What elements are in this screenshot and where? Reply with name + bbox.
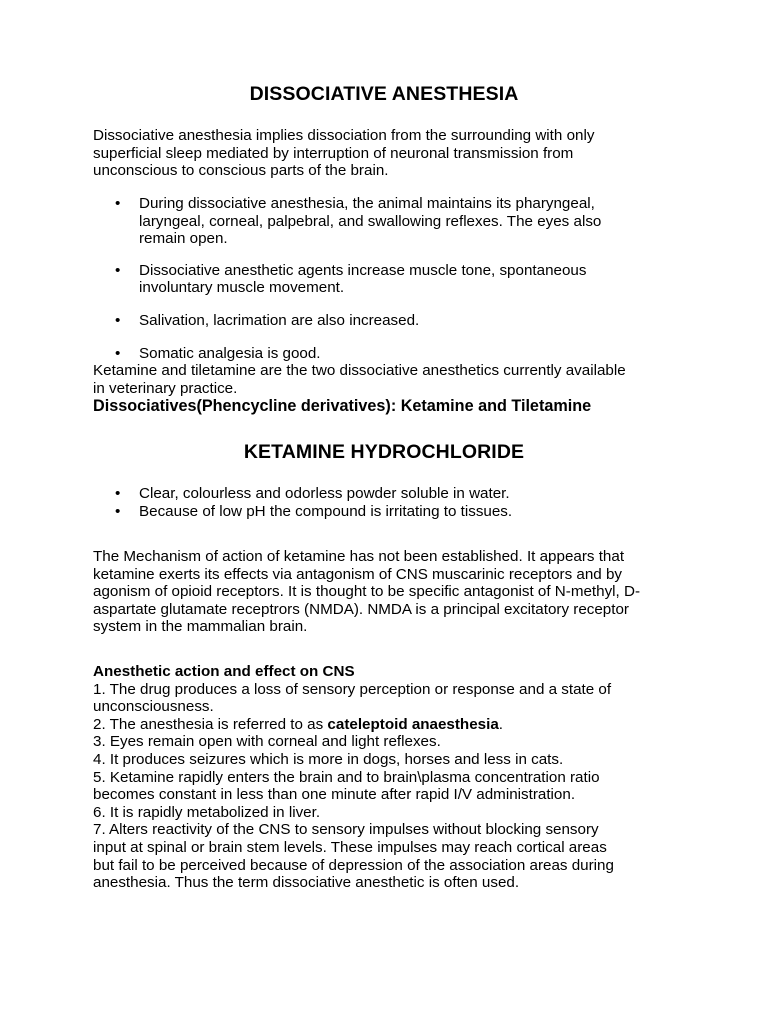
agents-paragraph: [93, 362, 693, 397]
cns-item-text: 2. The anesthesia is referred to as: [93, 715, 328, 733]
cns-item: but fail to be perceived because of depression of the association areas during: [93, 856, 614, 874]
paragraph-line: system in the mammalian brain.: [93, 618, 308, 636]
list-item: [93, 262, 693, 297]
cns-item: 1. The drug produces a loss of sensory perception or response and a state of: [93, 680, 612, 698]
intro-line: superficial sleep mediated by interruption of neuronal transmission from: [93, 144, 574, 162]
bullet-line: • Because of low pH the compound is irritating to tissues.: [139, 502, 513, 520]
list-item: [93, 485, 693, 503]
cns-item-text: .: [498, 715, 504, 733]
bullet-line: • Clear, colourless and odorless powder soluble in water.: [139, 485, 510, 502]
paragraph-line: Ketamine and tiletamine are the two dissociative anesthetics currently available: [93, 362, 626, 379]
intro-paragraph: [93, 127, 693, 180]
cns-item: anesthesia. Thus the term dissociative anesthetic is often used.: [93, 874, 520, 892]
cns-item: 5. Ketamine rapidly enters the brain and to brain\plasma concentration ratio: [93, 768, 600, 786]
paragraph-line: The Mechanism of action of ketamine has not been established. It appears that: [93, 548, 625, 565]
cns-item: unconsciousness.: [93, 698, 214, 716]
dissociatives-subheading: Dissociatives(Phencycline derivatives): Ketamine and Tiletamine: [93, 397, 592, 415]
section-title: KETAMINE HYDROCHLORIDE: [243, 441, 525, 463]
paragraph-line: agonism of opioid receptors. It is thought to be specific antagonist of N-methyl, D-: [93, 583, 641, 601]
mechanism-paragraph: [93, 548, 693, 636]
intro-line: unconscious to conscious parts of the brain.: [93, 162, 389, 180]
intro-line: Dissociative anesthesia implies dissociation from the surrounding with only: [93, 127, 595, 144]
cns-heading: Anesthetic action and effect on CNS: [93, 663, 355, 680]
bullet-line: • Dissociative anesthetic agents increase muscle tone, spontaneous: [139, 261, 587, 279]
bullet-line: involuntary muscle movement.: [139, 279, 345, 297]
list-item: [93, 503, 693, 521]
list-item: [93, 195, 693, 248]
cateleptoid-term: cateleptoid anaesthesia: [327, 715, 499, 733]
cns-item: becomes constant in less than one minute after rapid I/V administration.: [93, 786, 576, 804]
bullet-line: • Salivation, lacrimation are also increased.: [139, 311, 420, 329]
cns-section: [93, 663, 693, 892]
bullet-line: laryngeal, corneal, palpebral, and swallowing reflexes. The eyes also: [139, 212, 602, 230]
cns-item: 3. Eyes remain open with corneal and light reflexes.: [93, 733, 441, 751]
cns-item: [93, 716, 693, 734]
bullet-line: • During dissociative anesthesia, the animal maintains its pharyngeal,: [139, 195, 595, 212]
bullet-line: remain open.: [139, 230, 228, 248]
page-title: DISSOCIATIVE ANESTHESIA: [249, 83, 519, 105]
ketamine-bullet-list: [93, 485, 693, 520]
paragraph-line: in veterinary practice.: [93, 379, 238, 397]
dissociative-bullet-list: [93, 195, 693, 362]
cns-item: 6. It is rapidly metabolized in liver.: [93, 803, 321, 821]
paragraph-line: aspartate glutamate receptrors (NMDA). NMDA is a principal excitatory receptor: [93, 600, 629, 618]
list-item: [93, 345, 693, 363]
cns-item: input at spinal or brain stem levels. These impulses may reach cortical areas: [93, 838, 607, 856]
cns-item: 4. It produces seizures which is more in dogs, horses and less in cats.: [93, 750, 564, 768]
cns-item: 7. Alters reactivity of the CNS to sensory impulses without blocking sensory: [93, 821, 599, 839]
bullet-line: • Somatic analgesia is good.: [139, 344, 321, 362]
list-item: [93, 312, 693, 330]
paragraph-line: ketamine exerts its effects via antagonism of CNS muscarinic receptors and by: [93, 565, 622, 583]
